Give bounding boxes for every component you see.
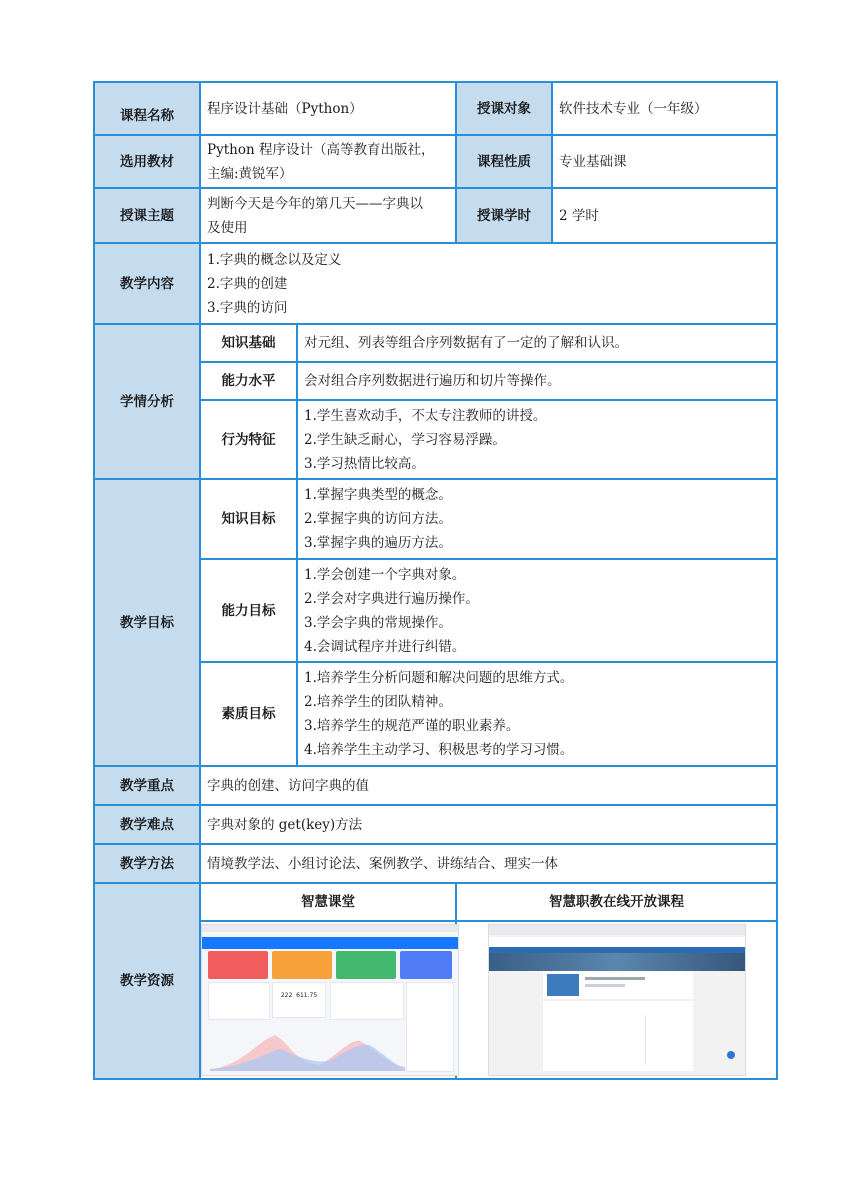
objective-ability-line-3: 3.学会字典的常规操作。 <box>304 614 452 631</box>
content-line-2: 2.字典的创建 <box>207 275 288 292</box>
objective-ability-value <box>297 559 777 662</box>
content-line-3: 3.字典的访问 <box>207 299 288 316</box>
objective-ability-line-2: 2.学会对字典进行遍历操作。 <box>304 590 479 607</box>
difficulties-value: 字典对象的 get(key)方法 <box>200 805 777 844</box>
analysis-row-3-value <box>297 400 777 479</box>
lesson-plan-table <box>93 81 778 1080</box>
analysis-label: 学情分析 <box>94 324 200 479</box>
topic-value <box>200 188 456 243</box>
objective-knowledge-line-3: 3.掌握字典的遍历方法。 <box>304 535 452 551</box>
smart-classroom-area-chart <box>210 1023 405 1071</box>
content-value <box>200 243 777 324</box>
stat-b: 611.75 <box>296 992 318 999</box>
objective-knowledge-line-2: 2.掌握字典的访问方法。 <box>304 511 452 527</box>
resource-online-course-title: 智慧职教在线开放课程 <box>456 883 777 921</box>
objective-knowledge-value <box>297 479 777 559</box>
objective-knowledge-line-1: 1.掌握字典类型的概念。 <box>304 487 452 503</box>
online-course-screenshot <box>488 924 746 1076</box>
analysis-row-2-value: 会对组合序列数据进行遍历和切片等操作。 <box>297 362 777 400</box>
objectives-label: 教学目标 <box>94 479 200 766</box>
textbook-label: 选用教材 <box>94 135 200 188</box>
hours-value: 2 学时 <box>552 188 777 243</box>
analysis-row-3-line-2: 2.学生缺乏耐心，学习容易浮躁。 <box>304 431 506 448</box>
objective-quality-line-3: 3.培养学生的规范严谨的职业素养。 <box>304 718 520 734</box>
course-type-value: 专业基础课 <box>552 135 777 188</box>
smart-classroom-screenshot <box>201 924 459 1076</box>
analysis-row-3-line-1: 1.学生喜欢动手，不太专注教师的讲授。 <box>304 407 547 424</box>
objective-ability-line-1: 1.学会创建一个字典对象。 <box>304 566 466 583</box>
stat-a: 222 <box>280 992 293 999</box>
analysis-row-3-line-3: 3.学习热情比较高。 <box>304 455 425 472</box>
analysis-row-1-value: 对元组、列表等组合序列数据有了一定的了解和认识。 <box>297 324 777 362</box>
hours-label: 授课学时 <box>456 188 552 243</box>
content-line-1: 1.字典的概念以及定义 <box>207 251 342 268</box>
objective-quality-label: 素质目标 <box>200 662 297 766</box>
topic-line-1: 判断今天是今年的第几天——字典以 <box>207 195 423 212</box>
resource-smart-classroom-title: 智慧课堂 <box>200 883 456 921</box>
audience-label: 授课对象 <box>456 82 552 135</box>
objective-ability-label: 能力目标 <box>200 559 297 662</box>
textbook-value <box>200 135 456 188</box>
analysis-row-2-label: 能力水平 <box>200 362 297 400</box>
objective-quality-line-2: 2.培养学生的团队精神。 <box>304 694 452 710</box>
objective-knowledge-label: 知识目标 <box>200 479 297 559</box>
textbook-line-2: 主编:黄锐军） <box>207 165 293 182</box>
key-points-label: 教学重点 <box>94 766 200 805</box>
smart-classroom-stats <box>272 982 326 1018</box>
content-label: 教学内容 <box>94 243 200 324</box>
analysis-row-1-label: 知识基础 <box>200 324 297 362</box>
objective-quality-line-4: 4.培养学生主动学习、积极思考的学习习惯。 <box>304 742 574 758</box>
difficulties-label: 教学难点 <box>94 805 200 844</box>
resource-smart-classroom-cell <box>200 921 456 1079</box>
objective-quality-value <box>297 662 777 766</box>
topic-label: 授课主题 <box>94 188 200 243</box>
objective-quality-line-1: 1.培养学生分析问题和解决问题的思维方式。 <box>304 670 574 686</box>
key-points-value: 字典的创建、访问字典的值 <box>200 766 777 805</box>
topic-line-2: 及使用 <box>207 219 248 236</box>
course-name-value: 程序设计基础（Python） <box>200 82 456 135</box>
methods-label: 教学方法 <box>94 844 200 883</box>
course-name-label: 课程名称 <box>94 82 200 135</box>
resource-online-course-cell <box>456 921 777 1079</box>
methods-value: 情境教学法、小组讨论法、案例教学、讲练结合、理实一体 <box>200 844 777 883</box>
audience-value: 软件技术专业（一年级） <box>552 82 777 135</box>
analysis-row-3-label: 行为特征 <box>200 400 297 479</box>
objective-ability-line-4: 4.会调试程序并进行纠错。 <box>304 638 466 655</box>
textbook-line-1: Python 程序设计（高等教育出版社， <box>207 141 435 158</box>
resources-label: 教学资源 <box>94 883 200 1079</box>
course-type-label: 课程性质 <box>456 135 552 188</box>
